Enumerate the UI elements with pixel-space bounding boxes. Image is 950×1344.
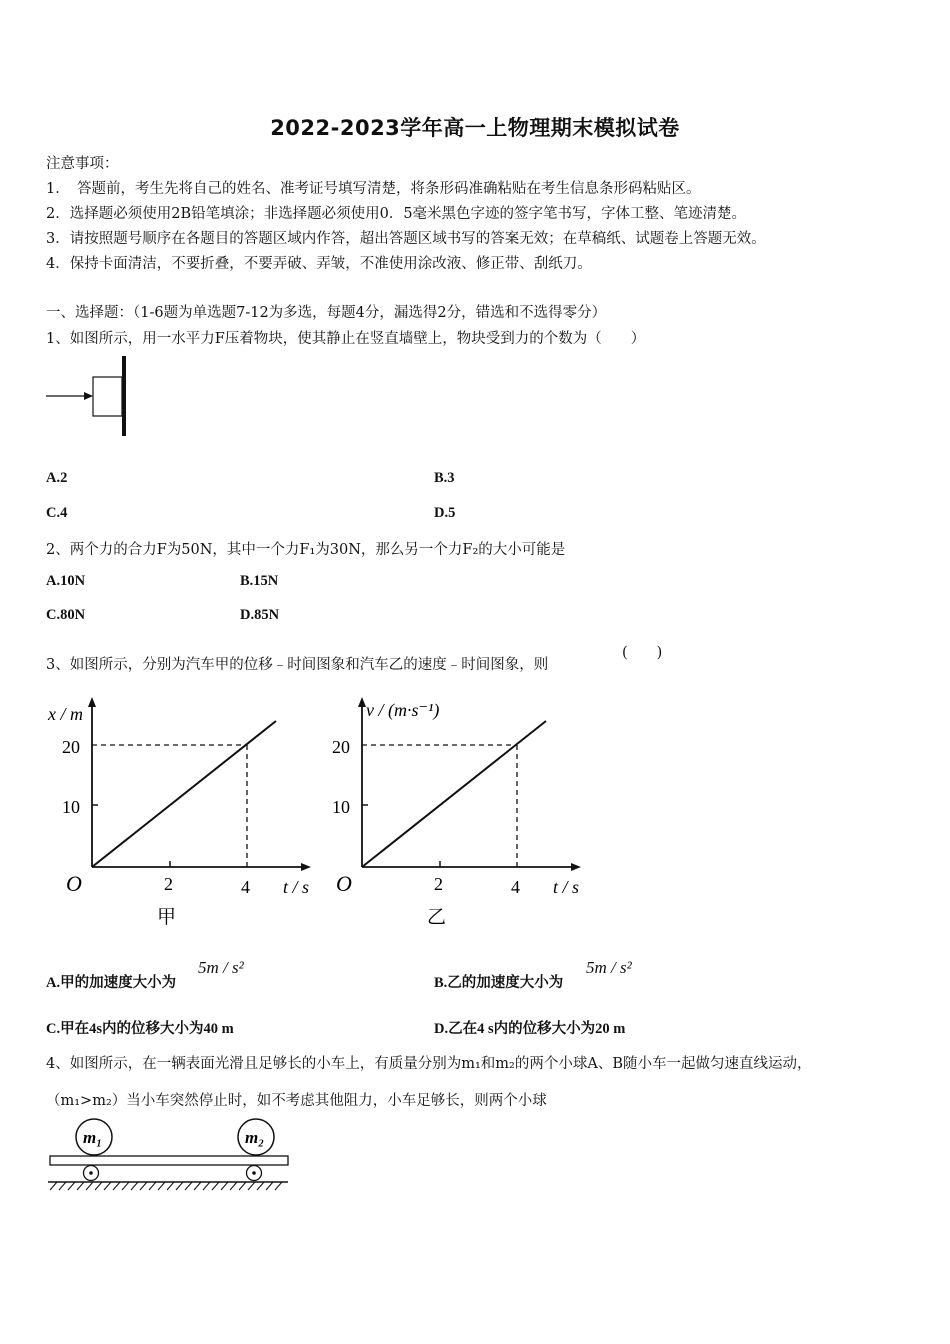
graph-jia — [40, 695, 330, 935]
q1-option-a: A.2 — [46, 470, 68, 486]
y-axis-label: v / (m·s⁻¹) — [366, 700, 440, 720]
q2-option-d: D.85N — [240, 607, 280, 623]
q4-stem-line2: （m₁>m₂）当小车突然停止时，如不考虑其他阻力，小车足够长，则两个小球 — [46, 1093, 547, 1109]
q3-option-c: C.甲在4s内的位移大小为40 m — [46, 1021, 234, 1037]
origin-label: O — [336, 871, 352, 896]
notice-item-4: 4．保持卡面清洁，不要折叠，不要弄破、弄皱，不准使用涂改液、修正带、刮纸刀。 — [46, 256, 592, 272]
q2-option-c: C.80N — [46, 607, 86, 623]
q3-option-b-formula: 5m / s² — [586, 958, 632, 977]
q3-option-a — [46, 971, 176, 992]
ground-hatch — [50, 1182, 282, 1190]
q2-stem: 2、两个力的合力F为50N，其中一个力F₁为30N，那么另一个力F₂的大小可能是 — [46, 542, 566, 558]
q2-option-a: A.10N — [46, 573, 86, 589]
force-arrow-head — [84, 392, 93, 400]
q3-option-a-formula: 5m / s² — [198, 958, 244, 977]
notice-item-2: 2．选择题必须使用2B铅笔填涂；非选择题必须使用0．5毫米黑色字迹的签字笔书写，字体工整、笔迹清楚。 — [46, 206, 747, 222]
wheel-right-axle — [252, 1171, 256, 1175]
notice-item-3: 3．请按照题号顺序在各题目的答题区域内作答，超出答题区域书写的答案无效；在草稿纸、试题卷上答题无效。 — [46, 231, 766, 247]
data-line — [362, 721, 546, 867]
graph-yi — [310, 695, 600, 935]
data-line — [92, 721, 276, 867]
wheel-left-axle — [89, 1171, 93, 1175]
q1-option-c: C.4 — [46, 505, 68, 521]
ball-m2-label: m₂ — [245, 1128, 265, 1147]
q3-option-a-label: A.甲的加速度大小为 — [46, 975, 177, 991]
notice-item-1: 1． 答题前，考生先将自己的姓名、准考证号填写清楚，将条形码准确粘贴在考生信息条形码粘贴区。 — [46, 181, 701, 197]
x-axis-label: t / s — [283, 877, 310, 897]
q3-option-d: D.乙在4 s内的位移大小为20 m — [434, 1021, 626, 1037]
origin-label: O — [66, 871, 82, 896]
y-tick-label-20: 20 — [332, 737, 350, 757]
y-tick-label-10: 10 — [62, 797, 80, 817]
q2-option-b: B.15N — [240, 573, 279, 589]
q1-figure — [40, 352, 140, 442]
q3-option-b-label: B.乙的加速度大小为 — [434, 975, 564, 991]
ball-m1-label: m₁ — [83, 1128, 103, 1147]
y-tick-label-10: 10 — [332, 797, 350, 817]
q1-stem: 1、如图所示，用一水平力F压着物块，使其静止在竖直墙壁上，物块受到力的个数为（ ） — [46, 331, 646, 347]
x-tick-label-2: 2 — [434, 874, 443, 894]
y-axis-label: x / m — [48, 704, 83, 724]
q4-figure — [44, 1116, 294, 1196]
x-tick-label-2: 2 — [164, 874, 173, 894]
x-axis-label: t / s — [553, 877, 580, 897]
graph-caption: 甲 — [157, 907, 177, 928]
y-axis-arrow — [88, 697, 96, 707]
x-tick-label-4: 4 — [511, 877, 520, 897]
q3-paren: ( ) — [622, 645, 663, 661]
x-tick-label-4: 4 — [241, 877, 250, 897]
notice-heading: 注意事项： — [46, 156, 119, 172]
block — [93, 377, 122, 416]
q1-option-d: D.5 — [434, 505, 456, 521]
page-title: 2022-2023学年高一上物理期末模拟试卷 — [270, 116, 680, 140]
section-heading: 一、选择题：（1-6题为单选题7-12为多选，每题4分，漏选得2分，错选和不选得零分） — [46, 305, 607, 321]
y-axis-arrow — [358, 697, 366, 707]
x-axis-arrow — [571, 863, 581, 871]
q4-stem-line1: 4、如图所示，在一辆表面光滑且足够长的小车上，有质量分别为m₁和m₂的两个小球A、B随小车一起做匀速直线运动， — [46, 1056, 812, 1072]
q1-option-b: B.3 — [434, 470, 455, 486]
cart-board — [50, 1156, 288, 1165]
y-tick-label-20: 20 — [62, 737, 80, 757]
q3-stem: 3、如图所示，分别为汽车甲的位移﹣时间图象和汽车乙的速度﹣时间图象，则 — [46, 657, 549, 673]
q3-option-b — [434, 971, 563, 992]
graph-caption: 乙 — [427, 907, 447, 928]
